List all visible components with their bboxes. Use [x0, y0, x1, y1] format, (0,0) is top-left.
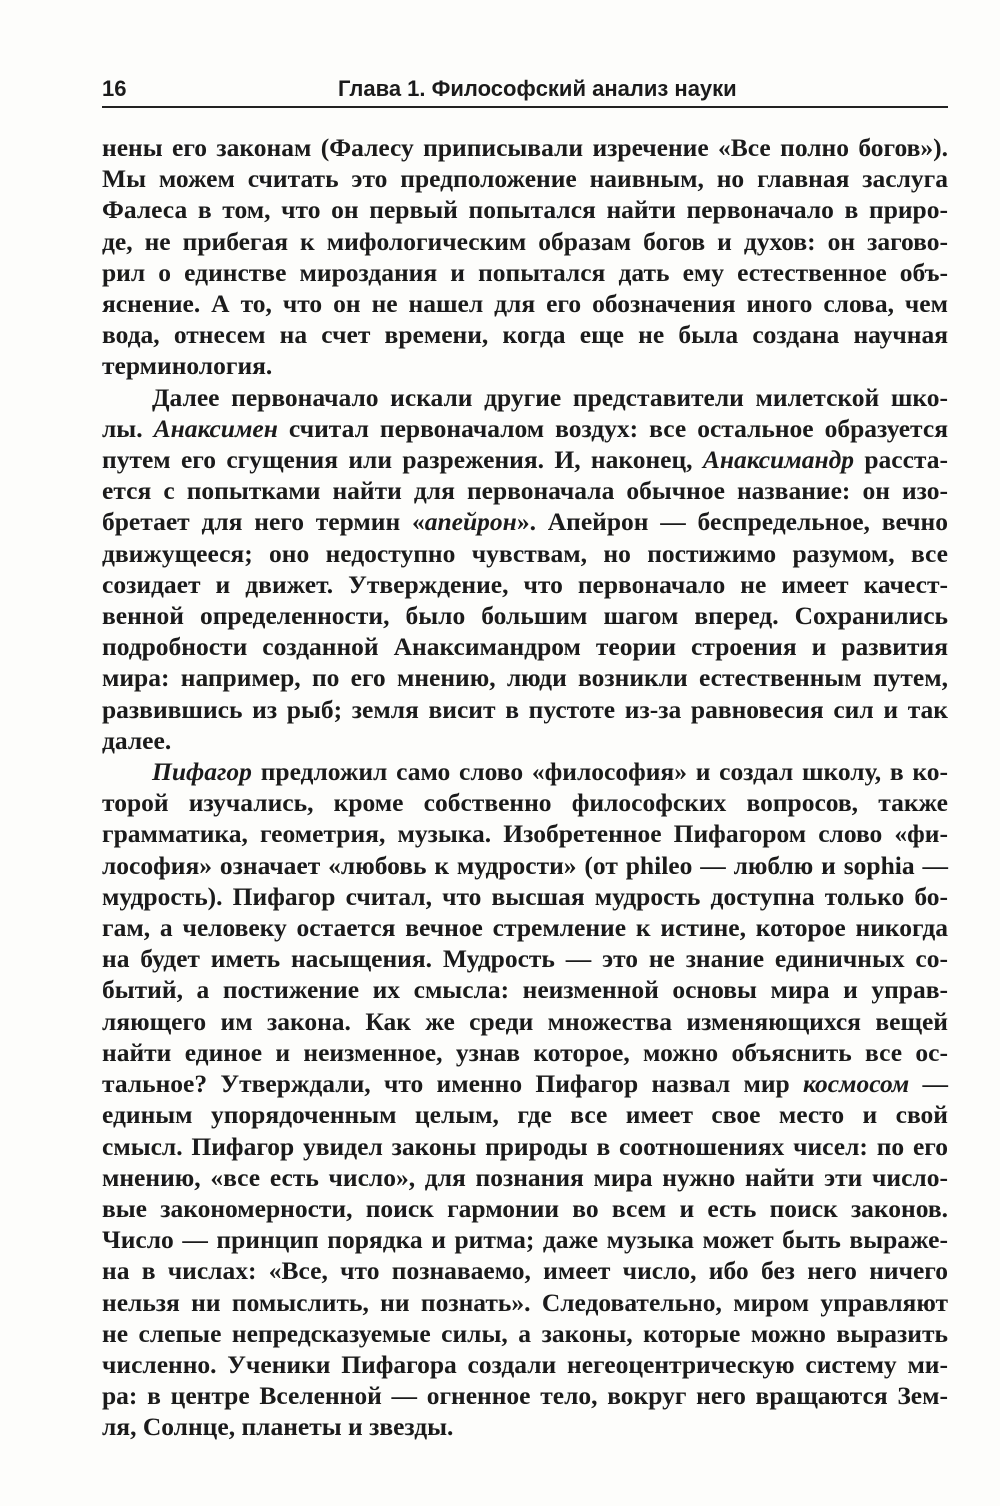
- text-run: мудрость). Пифагор считал, что высшая мудрость доступна только бо-: [102, 881, 948, 911]
- text-run: на в числах: «Все, что познаваемо, имеет число, ибо без него ничего: [102, 1256, 948, 1286]
- text-run: подробности созданной Анаксимандром теории строения и развития: [102, 632, 948, 662]
- text-line: [102, 288, 948, 319]
- text-run: ». Апейрон — беспредельное, вечно: [516, 507, 948, 537]
- text-run: мнению, «все есть число», для познания мира нужно найти эти число-: [102, 1162, 948, 1192]
- italic-term: апейрон: [424, 507, 517, 537]
- text-line: [102, 1006, 948, 1037]
- text-run: де, не прибегая к мифологическим образам богов и духов: он загово-: [102, 226, 948, 256]
- text-line: [102, 506, 948, 537]
- text-run: единым упорядоченным целым, где все имеет свое место и свой: [102, 1100, 948, 1130]
- text-run: вода, отнесем на счет времени, когда еще не была создана научная: [102, 320, 948, 350]
- text-line: [102, 787, 948, 818]
- text-run: не слепые непредсказуемые силы, а законы, которые можно выразить: [102, 1318, 948, 1348]
- text-line: [102, 662, 948, 693]
- text-run: на будет иметь насыщения. Мудрость — это не знание единичных со-: [102, 944, 948, 974]
- text-run: тальное? Утверждали, что именно Пифагор назвал мир: [102, 1069, 804, 1099]
- text-line: [102, 257, 948, 288]
- text-line: [102, 444, 948, 475]
- text-line: [102, 1411, 948, 1442]
- paragraph: [102, 382, 948, 756]
- text-run: ра: в центре Вселенной — огненное тело, вокруг него вращаются Зем-: [102, 1381, 948, 1411]
- text-run: яснение. А то, что он не нашел для его обозначения иного слова, чем: [102, 289, 948, 319]
- text-run: развившись из рыб; земля висит в пустоте из-за равновесия сил и так: [102, 694, 948, 724]
- text-line: [102, 132, 948, 163]
- text-line: [102, 1255, 948, 1286]
- text-run: —: [909, 1069, 948, 1099]
- text-run: ляющего им закона. Как же среди множества изменяющихся вещей: [102, 1006, 948, 1036]
- text-line: [102, 881, 948, 912]
- text-run: Фалеса в том, что он первый попытался найти первоначало в приро-: [102, 195, 948, 225]
- text-line: [102, 1318, 948, 1349]
- text-line: [102, 350, 948, 381]
- text-line: [102, 694, 948, 725]
- text-line: [102, 1099, 948, 1130]
- text-line: [102, 569, 948, 600]
- text-run: ется с попытками найти для первоначала обычное название: он изо-: [102, 476, 948, 506]
- text-line: [102, 226, 948, 257]
- text-run: Далее первоначало искали другие представители милетской шко-: [152, 382, 948, 412]
- text-run: нены его законам (Фалесу приписывали изречение «Все полно богов»).: [102, 133, 948, 162]
- text-line: [102, 1131, 948, 1162]
- italic-term: Пифагор: [152, 757, 252, 787]
- text-line: [102, 943, 948, 974]
- text-run: венной определенности, было большим шагом вперед. Сохранились: [102, 601, 948, 631]
- text-line: [102, 163, 948, 194]
- text-line: [102, 1162, 948, 1193]
- page-number: 16: [102, 76, 127, 101]
- text-line: [102, 974, 948, 1005]
- text-line: [102, 194, 948, 225]
- text-run: рил о единстве мироздания и попытался дать ему естественное объ-: [102, 257, 948, 287]
- text-run: Мы можем считать это предположение наивным, но главная заслуга: [102, 164, 948, 194]
- text-run: Число — принцип порядка и ритма; даже музыка может быть выраже-: [102, 1225, 948, 1255]
- text-line: [102, 475, 948, 506]
- text-run: торой изучались, кроме собственно философских вопросов, также: [102, 788, 948, 818]
- text-run: нельзя ни помыслить, ни познать». Следовательно, миром управляют: [102, 1287, 948, 1317]
- text-run: лы.: [102, 413, 154, 443]
- text-run: гам, а человеку остается вечное стремление к истине, которое никогда: [102, 913, 948, 943]
- text-run: вые закономерности, поиск гармонии во всем и есть поиск законов.: [102, 1193, 948, 1223]
- text-run: терминология.: [102, 351, 273, 381]
- italic-term: Анаксимен: [153, 413, 278, 443]
- text-line: [102, 1287, 948, 1318]
- text-line: [102, 1349, 948, 1380]
- text-run: считал первоначалом воздух: все остальное образуется: [277, 413, 948, 443]
- text-run: бытий, а постижение их смысла: неизменной основы мира и управ-: [102, 975, 948, 1005]
- text-line: [102, 538, 948, 569]
- text-run: смысл. Пифагор увидел законы природы в соотношениях чисел: по его: [102, 1131, 948, 1161]
- paragraph: [102, 132, 948, 382]
- text-line: [102, 756, 948, 787]
- text-run: грамматика, геометрия, музыка. Изобретенное Пифагором слово «фи-: [102, 819, 948, 849]
- text-run: далее.: [102, 725, 172, 755]
- text-run: найти единое и неизменное, узнав которое, можно объяснить все ос-: [102, 1037, 948, 1067]
- text-line: [102, 1037, 948, 1068]
- text-line: [102, 725, 948, 756]
- text-line: [102, 600, 948, 631]
- body-text: [102, 132, 948, 1443]
- text-run: лософия» означает «любовь к мудрости» (от phileo — люблю и sophia —: [102, 850, 948, 880]
- text-run: бретает для него термин «: [102, 507, 425, 537]
- italic-term: Анаксимандр: [702, 445, 855, 475]
- italic-term: космосом: [803, 1069, 910, 1099]
- text-line: [102, 850, 948, 881]
- text-line: [102, 1068, 948, 1099]
- page-header: [102, 70, 948, 108]
- text-line: [102, 319, 948, 350]
- running-title: Глава 1. Философский анализ науки: [338, 76, 737, 101]
- paragraph: [102, 756, 948, 1442]
- text-line: [102, 382, 948, 413]
- text-run: ля, Солнце, планеты и звезды.: [102, 1412, 454, 1442]
- text-line: [102, 818, 948, 849]
- text-line: [102, 1380, 948, 1411]
- text-run: расста-: [854, 445, 949, 475]
- text-run: путем его сгущения или разрежения. И, наконец,: [102, 445, 703, 475]
- text-run: движущееся; оно недоступно чувствам, но постижимо разумом, все: [102, 538, 948, 568]
- text-line: [102, 1224, 948, 1255]
- text-run: мира: например, по его мнению, люди возникли естественным путем,: [102, 663, 948, 693]
- text-run: созидает и движет. Утверждение, что первоначало не имеет качест-: [102, 569, 948, 599]
- text-run: численно. Ученики Пифагора создали негеоцентрическую систему ми-: [102, 1349, 948, 1379]
- text-line: [102, 413, 948, 444]
- text-line: [102, 631, 948, 662]
- text-run: предложил само слово «философия» и создал школу, в ко-: [251, 757, 948, 787]
- text-line: [102, 912, 948, 943]
- text-line: [102, 1193, 948, 1224]
